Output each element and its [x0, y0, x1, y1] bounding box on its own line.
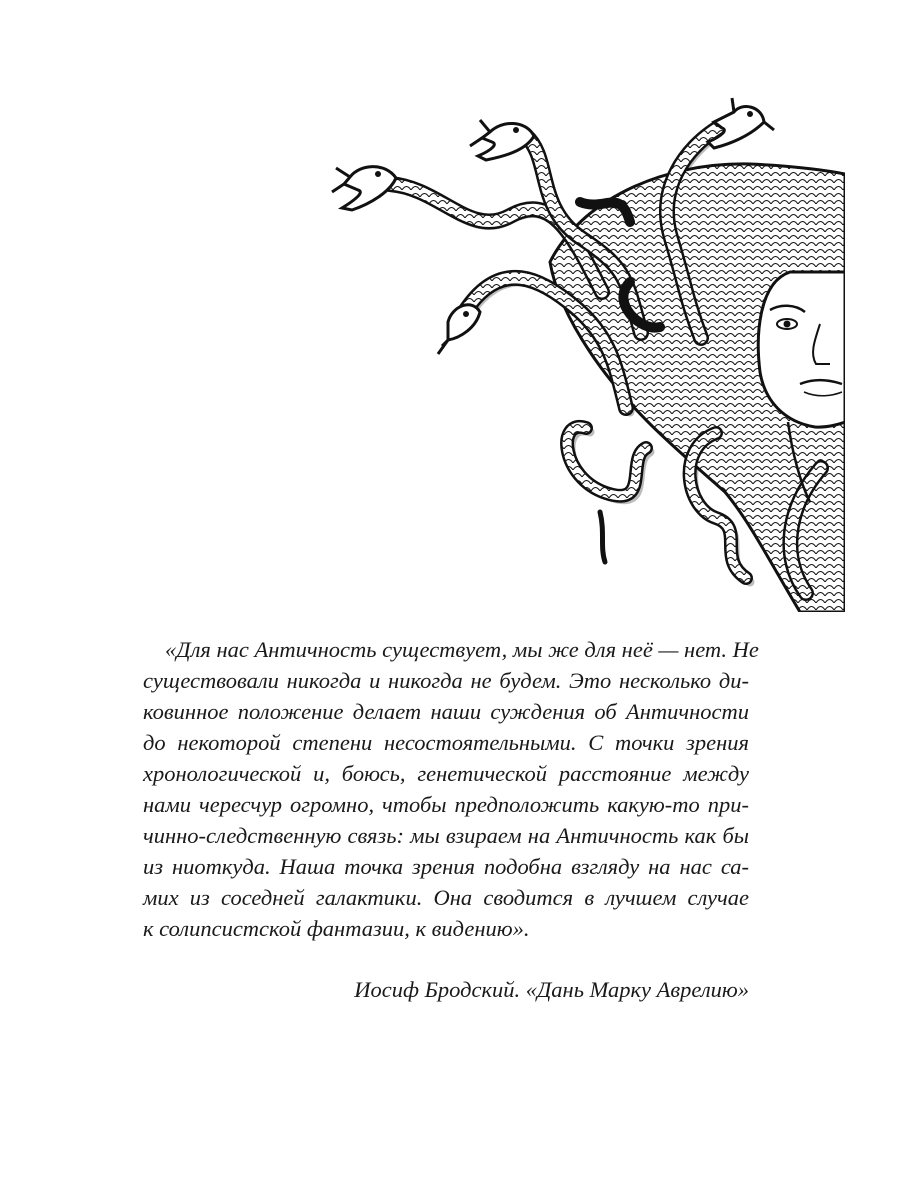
quote-line: хронологической и, боюсь, генетической расстояние между — [143, 761, 749, 786]
quote-block — [143, 634, 759, 944]
quote-line: существовали никогда и никогда не будем. Это несколько ди- — [143, 668, 749, 693]
quote-line: мих из соседней галактики. Она сводится в лучшем случае — [143, 885, 749, 910]
quote-line: «Для нас Античность существует, мы же для неё — нет. Не — [165, 637, 759, 662]
quote-line: из ниоткуда. Наша точка зрения подобна взгляду на нас са- — [143, 854, 749, 879]
quote-line: нами чересчур огромно, чтобы предположить какую-то при- — [143, 792, 749, 817]
medusa-illustration — [330, 92, 845, 612]
quote-line: чинно-следственную связь: мы взираем на Античность как бы — [143, 823, 749, 848]
quote-line: до некоторой степени несостоятельными. С точки зрения — [143, 730, 749, 755]
attribution: Иосиф Бродский. «Дань Марку Аврелию» — [354, 977, 749, 1002]
quote-line: ковинное положение делает наши суждения об Античности — [143, 699, 749, 724]
quote-line: к солипсистской фантазии, к видению». — [143, 916, 530, 941]
